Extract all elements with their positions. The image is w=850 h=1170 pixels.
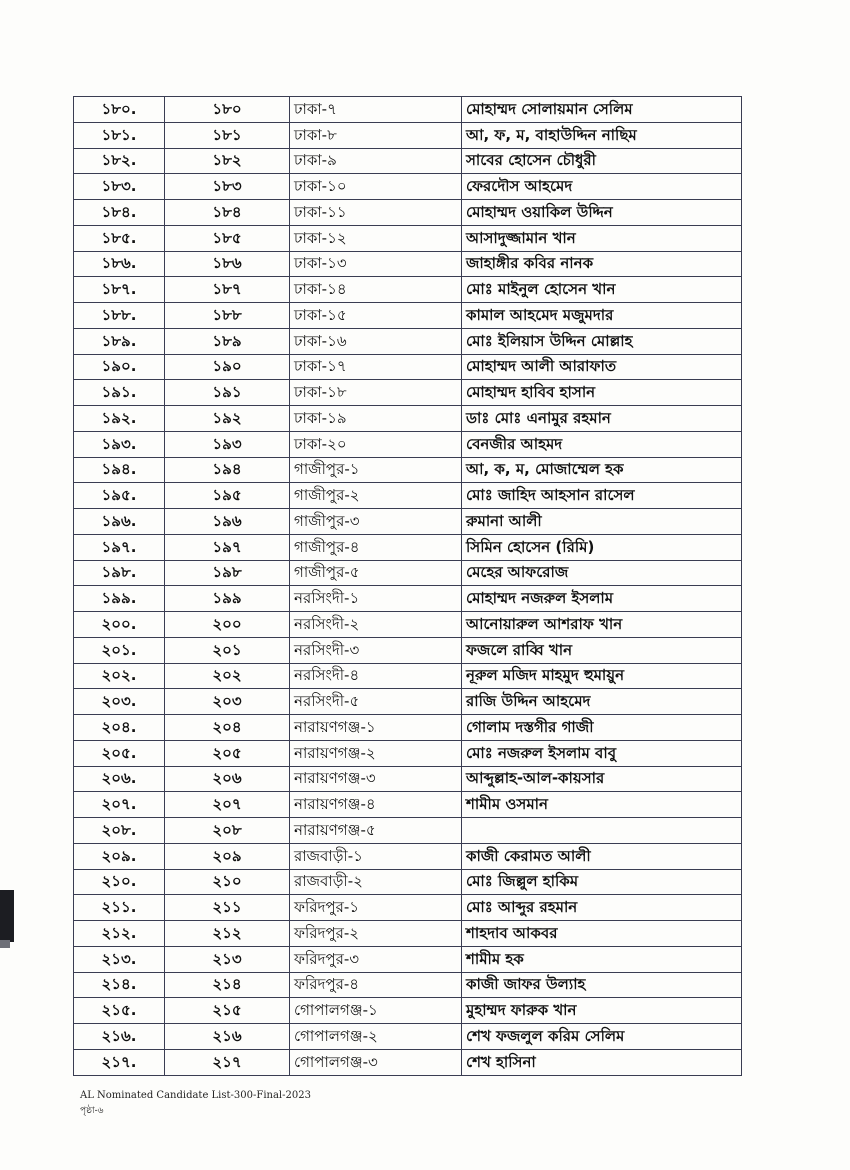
candidate-name: রাজি উদ্দিন আহমেদ — [462, 689, 742, 715]
candidate-name: ফেরদৌস আহমেদ — [462, 174, 742, 200]
table-row — [74, 715, 742, 741]
constituency-name: নরসিংদী-৪ — [290, 663, 462, 689]
seat-number: ১৮৫ — [165, 225, 290, 251]
candidate-name: রুমানা আলী — [462, 509, 742, 535]
seat-number: ১৮১ — [165, 122, 290, 148]
row-serial: ২১০. — [74, 869, 165, 895]
constituency-name: ঢাকা-১৪ — [290, 277, 462, 303]
row-serial: ১৯১. — [74, 380, 165, 406]
constituency-name: গোপালগঞ্জ-৩ — [290, 1049, 462, 1075]
table-row — [74, 277, 742, 303]
constituency-name: ঢাকা-২০ — [290, 431, 462, 457]
row-serial: ১৯২. — [74, 406, 165, 432]
constituency-name: ফরিদপুর-৪ — [290, 972, 462, 998]
table-row — [74, 998, 742, 1024]
row-serial: ২০২. — [74, 663, 165, 689]
constituency-name: ফরিদপুর-১ — [290, 895, 462, 921]
seat-number: ২০০ — [165, 612, 290, 638]
candidate-name: শেখ হাসিনা — [462, 1049, 742, 1075]
candidate-name: সাবের হোসেন চৌধুরী — [462, 148, 742, 174]
seat-number: ১৮৩ — [165, 174, 290, 200]
constituency-name: ঢাকা-১৩ — [290, 251, 462, 277]
candidate-table — [73, 96, 742, 1076]
seat-number: ২০৬ — [165, 766, 290, 792]
seat-number: ২০২ — [165, 663, 290, 689]
table-row — [74, 612, 742, 638]
constituency-name: গাজীপুর-৪ — [290, 534, 462, 560]
constituency-name: গোপালগঞ্জ-১ — [290, 998, 462, 1024]
seat-number: ২১৬ — [165, 1024, 290, 1050]
seat-number: ২১৪ — [165, 972, 290, 998]
seat-number: ২১১ — [165, 895, 290, 921]
row-serial: ২০৮. — [74, 818, 165, 844]
scan-edge-mark — [0, 890, 14, 942]
table-row — [74, 869, 742, 895]
footer-list-name: AL Nominated Candidate List-300-Final-2023 — [80, 1090, 311, 1101]
table-row — [74, 200, 742, 226]
seat-number: ১৯৭ — [165, 534, 290, 560]
table-row — [74, 122, 742, 148]
row-serial: ১৯৫. — [74, 483, 165, 509]
row-serial: ১৮১. — [74, 122, 165, 148]
seat-number: ২০৫ — [165, 740, 290, 766]
candidate-name: মোহাম্মদ আলী আরাফাত — [462, 354, 742, 380]
constituency-name: নারায়ণগঞ্জ-৪ — [290, 792, 462, 818]
constituency-name: গোপালগঞ্জ-২ — [290, 1024, 462, 1050]
candidate-name: আনোয়ারুল আশরাফ খান — [462, 612, 742, 638]
constituency-name: ঢাকা-১১ — [290, 200, 462, 226]
candidate-name: মুহাম্মদ ফারুক খান — [462, 998, 742, 1024]
row-serial: ২০৫. — [74, 740, 165, 766]
seat-number: ১৮৮ — [165, 303, 290, 329]
candidate-name: মোহাম্মদ ওয়াকিল উদ্দিন — [462, 200, 742, 226]
row-serial: ২০০. — [74, 612, 165, 638]
candidate-name: গোলাম দস্তগীর গাজী — [462, 715, 742, 741]
table-row — [74, 792, 742, 818]
row-serial: ১৮৬. — [74, 251, 165, 277]
table-row — [74, 586, 742, 612]
table-row — [74, 818, 742, 844]
constituency-name: নরসিংদী-১ — [290, 586, 462, 612]
row-serial: ১৮৯. — [74, 328, 165, 354]
candidate-name: ডাঃ মোঃ এনামুর রহমান — [462, 406, 742, 432]
table-row — [74, 663, 742, 689]
seat-number: ২০৭ — [165, 792, 290, 818]
candidate-name: শামীম ওসমান — [462, 792, 742, 818]
row-serial: ১৯৩. — [74, 431, 165, 457]
seat-number: ২০৩ — [165, 689, 290, 715]
seat-number: ১৯১ — [165, 380, 290, 406]
constituency-name: গাজীপুর-৫ — [290, 560, 462, 586]
table-row — [74, 843, 742, 869]
constituency-name: ফরিদপুর-৩ — [290, 946, 462, 972]
candidate-name — [462, 818, 742, 844]
constituency-name: নরসিংদী-২ — [290, 612, 462, 638]
seat-number: ২১৫ — [165, 998, 290, 1024]
constituency-name: ঢাকা-১০ — [290, 174, 462, 200]
table-row — [74, 457, 742, 483]
constituency-name: ঢাকা-৮ — [290, 122, 462, 148]
candidate-name: জাহাঙ্গীর কবির নানক — [462, 251, 742, 277]
constituency-name: রাজবাড়ী-১ — [290, 843, 462, 869]
candidate-name: মোঃ নজরুল ইসলাম বাবু — [462, 740, 742, 766]
row-serial: ২০৭. — [74, 792, 165, 818]
seat-number: ১৮৪ — [165, 200, 290, 226]
candidate-name: কাজী জাফর উল্যাহ — [462, 972, 742, 998]
row-serial: ২০১. — [74, 637, 165, 663]
seat-number: ২০৪ — [165, 715, 290, 741]
seat-number: ২০৯ — [165, 843, 290, 869]
constituency-name: ঢাকা-১৭ — [290, 354, 462, 380]
seat-number: ২০১ — [165, 637, 290, 663]
table-row — [74, 431, 742, 457]
row-serial: ১৮৮. — [74, 303, 165, 329]
table-row — [74, 1049, 742, 1075]
table-row — [74, 406, 742, 432]
table-row — [74, 895, 742, 921]
row-serial: ১৯৭. — [74, 534, 165, 560]
seat-number: ২১০ — [165, 869, 290, 895]
candidate-name: শামীম হক — [462, 946, 742, 972]
footer-page-number: পৃষ্ঠা-৬ — [80, 1106, 104, 1116]
candidate-name: মোহাম্মদ সোলায়মান সেলিম — [462, 97, 742, 123]
table-row — [74, 328, 742, 354]
row-serial: ২১২. — [74, 921, 165, 947]
constituency-name: নরসিংদী-৩ — [290, 637, 462, 663]
constituency-name: নারায়ণগঞ্জ-৩ — [290, 766, 462, 792]
seat-number: ১৯০ — [165, 354, 290, 380]
candidate-name: আ, ক, ম, মোজাম্মেল হক — [462, 457, 742, 483]
seat-number: ১৯৯ — [165, 586, 290, 612]
candidate-name: শাহদাব আকবর — [462, 921, 742, 947]
constituency-name: নারায়ণগঞ্জ-৫ — [290, 818, 462, 844]
candidate-name: নূরুল মজিদ মাহমুদ হুমায়ুন — [462, 663, 742, 689]
row-serial: ১৯৪. — [74, 457, 165, 483]
seat-number: ১৯৩ — [165, 431, 290, 457]
constituency-name: নারায়ণগঞ্জ-২ — [290, 740, 462, 766]
table-row — [74, 972, 742, 998]
candidate-name: শেখ ফজলুল করিম সেলিম — [462, 1024, 742, 1050]
row-serial: ১৮৪. — [74, 200, 165, 226]
seat-number: ১৯৪ — [165, 457, 290, 483]
candidate-name: মোঃ জাহিদ আহসান রাসেল — [462, 483, 742, 509]
table-row — [74, 380, 742, 406]
table-row — [74, 251, 742, 277]
seat-number: ১৯৮ — [165, 560, 290, 586]
table-row — [74, 97, 742, 123]
table-row — [74, 921, 742, 947]
constituency-name: নরসিংদী-৫ — [290, 689, 462, 715]
seat-number: ২১৩ — [165, 946, 290, 972]
candidate-name: আব্দুল্লাহ-আল-কায়সার — [462, 766, 742, 792]
row-serial: ১৮২. — [74, 148, 165, 174]
constituency-name: গাজীপুর-২ — [290, 483, 462, 509]
row-serial: ২১৭. — [74, 1049, 165, 1075]
constituency-name: নারায়ণগঞ্জ-১ — [290, 715, 462, 741]
candidate-name: মোঃ মাইনুল হোসেন খান — [462, 277, 742, 303]
table-row — [74, 509, 742, 535]
row-serial: ১৯৯. — [74, 586, 165, 612]
scan-edge-mark-small — [0, 940, 10, 948]
row-serial: ২০৪. — [74, 715, 165, 741]
constituency-name: ঢাকা-১৫ — [290, 303, 462, 329]
candidate-name: কাজী কেরামত আলী — [462, 843, 742, 869]
seat-number: ২১৭ — [165, 1049, 290, 1075]
candidate-name: মোহাম্মদ হাবিব হাসান — [462, 380, 742, 406]
table-row — [74, 354, 742, 380]
seat-number: ২০৮ — [165, 818, 290, 844]
constituency-name: ফরিদপুর-২ — [290, 921, 462, 947]
candidate-name: আসাদুজ্জামান খান — [462, 225, 742, 251]
row-serial: ২১৫. — [74, 998, 165, 1024]
row-serial: ২০৬. — [74, 766, 165, 792]
seat-number: ২১২ — [165, 921, 290, 947]
constituency-name: ঢাকা-৭ — [290, 97, 462, 123]
table-row — [74, 946, 742, 972]
constituency-name: ঢাকা-৯ — [290, 148, 462, 174]
candidate-name: সিমিন হোসেন (রিমি) — [462, 534, 742, 560]
table-row — [74, 483, 742, 509]
candidate-name: ফজলে রাব্বি খান — [462, 637, 742, 663]
candidate-name: মোঃ ইলিয়াস উদ্দিন মোল্লাহ — [462, 328, 742, 354]
candidate-name: মেহের আফরোজ — [462, 560, 742, 586]
candidate-name: বেনজীর আহমদ — [462, 431, 742, 457]
table-row — [74, 637, 742, 663]
seat-number: ১৯৫ — [165, 483, 290, 509]
table-row — [74, 740, 742, 766]
table-row — [74, 766, 742, 792]
table-row — [74, 689, 742, 715]
seat-number: ১৮২ — [165, 148, 290, 174]
row-serial: ১৯০. — [74, 354, 165, 380]
row-serial: ১৮৫. — [74, 225, 165, 251]
constituency-name: গাজীপুর-৩ — [290, 509, 462, 535]
seat-number: ১৮৭ — [165, 277, 290, 303]
row-serial: ১৯৬. — [74, 509, 165, 535]
candidate-name: মোঃ জিল্লুল হাকিম — [462, 869, 742, 895]
candidate-name: আ, ফ, ম, বাহাউদ্দিন নাছিম — [462, 122, 742, 148]
page-footer — [80, 1090, 311, 1118]
candidate-name: মোঃ আব্দুর রহমান — [462, 895, 742, 921]
constituency-name: ঢাকা-১৬ — [290, 328, 462, 354]
seat-number: ১৯২ — [165, 406, 290, 432]
row-serial: ২০৯. — [74, 843, 165, 869]
candidate-name: মোহাম্মদ নজরুল ইসলাম — [462, 586, 742, 612]
table-row — [74, 303, 742, 329]
seat-number: ১৮০ — [165, 97, 290, 123]
constituency-name: ঢাকা-১২ — [290, 225, 462, 251]
row-serial: ১৮৩. — [74, 174, 165, 200]
constituency-name: রাজবাড়ী-২ — [290, 869, 462, 895]
row-serial: ২০৩. — [74, 689, 165, 715]
candidate-name: কামাল আহমেদ মজুমদার — [462, 303, 742, 329]
row-serial: ২১৩. — [74, 946, 165, 972]
table-row — [74, 225, 742, 251]
seat-number: ১৮৯ — [165, 328, 290, 354]
table-row — [74, 560, 742, 586]
row-serial: ১৮৭. — [74, 277, 165, 303]
candidate-table-body — [74, 97, 742, 1076]
table-row — [74, 534, 742, 560]
row-serial: ২১৬. — [74, 1024, 165, 1050]
table-row — [74, 148, 742, 174]
constituency-name: ঢাকা-১৮ — [290, 380, 462, 406]
seat-number: ১৮৬ — [165, 251, 290, 277]
constituency-name: গাজীপুর-১ — [290, 457, 462, 483]
row-serial: ২১৪. — [74, 972, 165, 998]
table-row — [74, 174, 742, 200]
row-serial: ২১১. — [74, 895, 165, 921]
constituency-name: ঢাকা-১৯ — [290, 406, 462, 432]
row-serial: ১৮০. — [74, 97, 165, 123]
seat-number: ১৯৬ — [165, 509, 290, 535]
table-row — [74, 1024, 742, 1050]
row-serial: ১৯৮. — [74, 560, 165, 586]
